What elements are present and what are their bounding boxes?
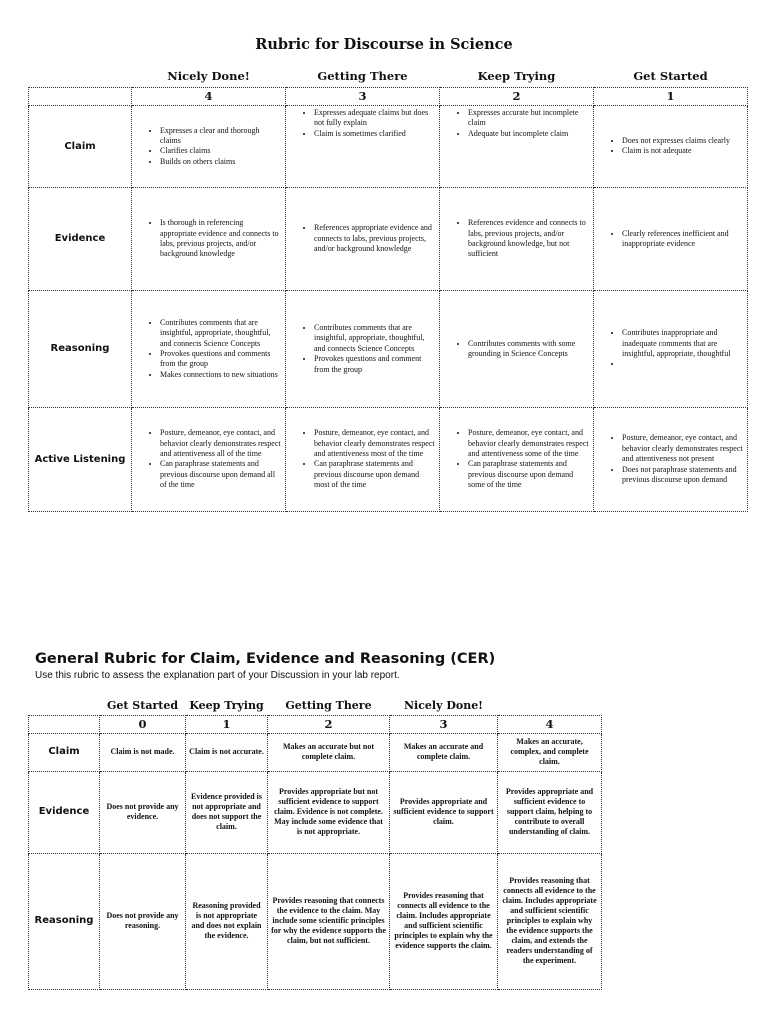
rubric-cell: Reasoning provided is not appropriate and does not explain the evidence. xyxy=(186,853,268,989)
criterion-item: • Posture, demeanor, eye contact, and behavior clearly demonstrates respect and attentiveness not present xyxy=(622,433,743,464)
level-score: 3 xyxy=(390,715,498,733)
level-score: 1 xyxy=(186,715,268,733)
rubric2-title: General Rubric for Claim, Evidence and Reasoning (CER) xyxy=(35,651,496,667)
rubric-cell: Makes an accurate but not complete claim. xyxy=(268,733,390,771)
criterion-item: • Provokes questions and comments from the group xyxy=(160,349,281,370)
rubric-row-claim xyxy=(29,105,748,187)
rubric-cell xyxy=(286,290,440,407)
criterion-item: • Adequate but incomplete claim xyxy=(468,129,589,139)
criterion-item: • Contributes comments that are insightful, appropriate, thoughtful, and connects Science Concepts xyxy=(314,323,435,354)
criterion-item: • Expresses adequate claims but does not fully explain xyxy=(314,108,435,129)
criterion-item: • Does not expresses claims clearly xyxy=(622,136,743,146)
rubric-cell xyxy=(594,290,748,407)
discourse-rubric-table xyxy=(28,66,748,512)
criterion-item: • Contributes inappropriate and inadequate comments that are insightful, appropriate, thoughtful xyxy=(622,328,743,359)
rubric-cell: Does not provide any reasoning. xyxy=(100,853,186,989)
criterion-item: • Expresses a clear and thorough claims xyxy=(160,126,281,147)
criterion-item: • Can paraphrase statements and previous discourse upon demand all of the time xyxy=(160,459,281,490)
level-name: Getting There xyxy=(317,69,408,83)
rubric-cell xyxy=(132,290,286,407)
row-label: Evidence xyxy=(29,187,132,290)
rubric-cell xyxy=(132,187,286,290)
level-score: 3 xyxy=(286,87,440,105)
level-names-row xyxy=(29,697,602,715)
criterion-item: • Can paraphrase statements and previous discourse upon demand some of the time xyxy=(468,459,589,490)
criterion-item: • Makes connections to new situations xyxy=(160,370,281,380)
cer-row-evidence xyxy=(29,771,602,853)
corner-blank xyxy=(29,87,132,105)
corner-blank xyxy=(29,715,100,733)
rubric-cell: Makes an accurate and complete claim. xyxy=(390,733,498,771)
rubric-cell: Provides appropriate but not sufficient evidence to support claim. Evidence is not complete. May include some evidence that is not appropriate. xyxy=(268,771,390,853)
row-label: Evidence xyxy=(29,771,100,853)
rubric-row-active-listening xyxy=(29,407,748,511)
rubric-cell xyxy=(594,187,748,290)
rubric-cell xyxy=(594,407,748,511)
level-name: Nicely Done! xyxy=(167,69,250,83)
level-name: Get Started xyxy=(633,69,708,83)
level-name-empty xyxy=(498,697,602,715)
criterion-item: • Builds on others claims xyxy=(160,157,281,167)
rubric-cell: Claim is not accurate. xyxy=(186,733,268,771)
rubric-cell: Provides appropriate and sufficient evidence to support claim. xyxy=(390,771,498,853)
criterion-item: • Contributes comments with some grounding in Science Concepts xyxy=(468,339,589,360)
level-scores-row xyxy=(29,715,602,733)
rubric-cell: Does not provide any evidence. xyxy=(100,771,186,853)
rubric-cell xyxy=(132,105,286,187)
level-score: 2 xyxy=(440,87,594,105)
criterion-item: • Posture, demeanor, eye contact, and behavior clearly demonstrates respect and attentiveness most of the time xyxy=(314,428,435,459)
rubric-cell: Makes an accurate, complex, and complete claim. xyxy=(498,733,602,771)
rubric-cell xyxy=(440,407,594,511)
cer-row-claim xyxy=(29,733,602,771)
row-label: Reasoning xyxy=(29,290,132,407)
rubric-cell xyxy=(132,407,286,511)
row-label: Reasoning xyxy=(29,853,100,989)
row-label: Claim xyxy=(29,105,132,187)
criterion-item: • Claim is not adequate xyxy=(622,146,743,156)
criterion-item: • Posture, demeanor, eye contact, and behavior clearly demonstrates respect and attentiveness some of the time xyxy=(468,428,589,459)
level-score: 1 xyxy=(594,87,748,105)
criterion-item: • Clearly references inefficient and inappropriate evidence xyxy=(622,229,743,250)
rubric-cell: Provides reasoning that connects all evidence to the claim. Includes appropriate and sufficient scientific principles to explain why the evidence supports the claim. xyxy=(390,853,498,989)
level-name: Keep Trying xyxy=(477,69,556,83)
criterion-item: • Claim is sometimes clarified xyxy=(314,129,435,139)
criterion-item: • Does not paraphrase statements and previous discourse upon demand xyxy=(622,465,743,486)
criterion-item: • Contributes comments that are insightful, appropriate, thoughtful, and connects Science Concepts xyxy=(160,318,281,349)
level-name: Get Started xyxy=(106,699,179,712)
rubric2-subtitle: Use this rubric to assess the explanation part of your Discussion in your lab report. xyxy=(35,670,400,681)
criterion-item: • Can paraphrase statements and previous discourse upon demand most of the time xyxy=(314,459,435,490)
rubric-row-evidence xyxy=(29,187,748,290)
corner-blank xyxy=(29,66,132,87)
rubric-cell: Provides appropriate and sufficient evidence to support claim, helping to contribute to overall understanding of claim. xyxy=(498,771,602,853)
level-names-row xyxy=(29,66,748,87)
rubric-cell xyxy=(286,407,440,511)
corner-blank xyxy=(29,697,100,715)
row-label: Claim xyxy=(29,733,100,771)
cer-rubric-table xyxy=(28,697,602,990)
rubric1-title: Rubric for Discourse in Science xyxy=(255,36,513,53)
criterion-item-empty xyxy=(622,359,743,369)
level-score: 4 xyxy=(498,715,602,733)
rubric-row-reasoning xyxy=(29,290,748,407)
criterion-item: • Clarifies claims xyxy=(160,146,281,156)
rubric-cell: Evidence provided is not appropriate and does not support the claim. xyxy=(186,771,268,853)
rubric-cell xyxy=(440,187,594,290)
rubric-cell xyxy=(440,105,594,187)
criterion-item: • References evidence and connects to labs, previous projects, and/or background knowledge, but not sufficient xyxy=(468,218,589,260)
rubric-cell: Claim is not made. xyxy=(100,733,186,771)
level-score: 0 xyxy=(100,715,186,733)
criterion-item: • Posture, demeanor, eye contact, and behavior clearly demonstrates respect and attentiveness all of the time xyxy=(160,428,281,459)
rubric-cell xyxy=(286,187,440,290)
level-scores-row xyxy=(29,87,748,105)
level-name: Getting There xyxy=(285,699,372,712)
rubric-cell xyxy=(594,105,748,187)
cer-row-reasoning xyxy=(29,853,602,989)
criterion-item: • References appropriate evidence and connects to labs, previous projects, and/or background knowledge xyxy=(314,223,435,254)
rubric-cell xyxy=(286,105,440,187)
criterion-item: • Provokes questions and comment from the group xyxy=(314,354,435,375)
level-name: Keep Trying xyxy=(189,699,264,712)
rubric-cell: Provides reasoning that connects the evidence to the claim. May include some scientific principles for why the evidence supports the claim, but not sufficient. xyxy=(268,853,390,989)
rubric-cell xyxy=(440,290,594,407)
level-score: 2 xyxy=(268,715,390,733)
rubric-cell: Provides reasoning that connects all evidence to the claim. Includes appropriate and sufficient scientific principles to explain why the evidence supports the claim, and extends the readers understanding of the experiment. xyxy=(498,853,602,989)
level-score: 4 xyxy=(132,87,286,105)
criterion-item: • Expresses accurate but incomplete claim xyxy=(468,108,589,129)
level-name: Nicely Done! xyxy=(403,699,484,712)
criterion-item: • Is thorough in referencing appropriate evidence and connects to labs, previous projects, and/or background knowledge xyxy=(160,218,281,260)
row-label: Active Listening xyxy=(29,407,132,511)
